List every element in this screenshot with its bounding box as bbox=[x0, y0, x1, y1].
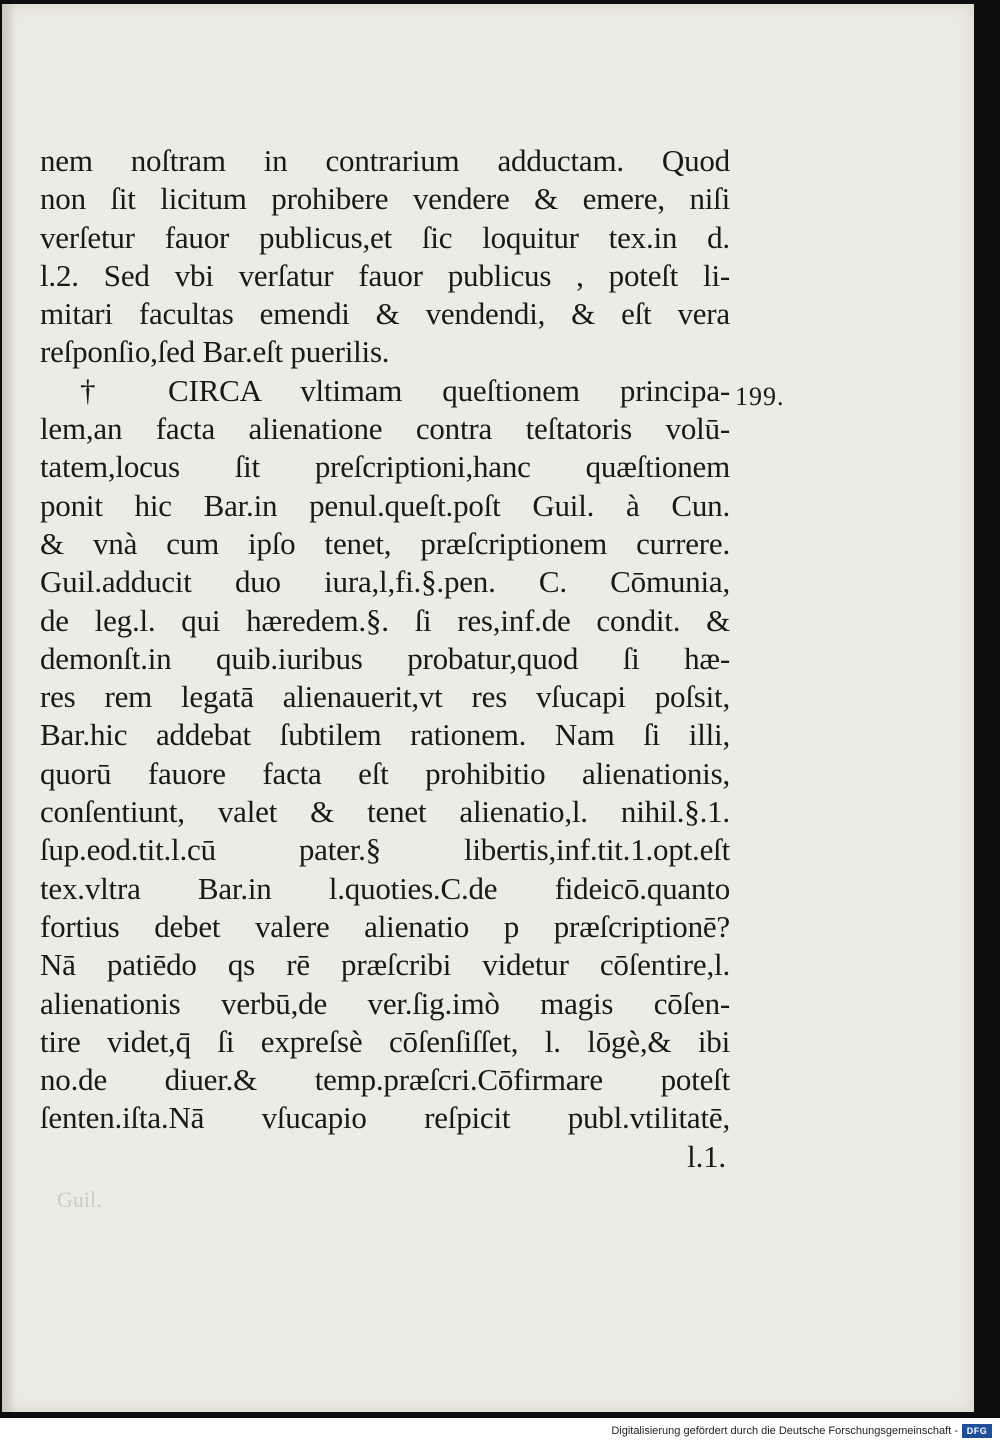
text-line: ſenten.iſta.Nā vſucapio reſpicit publ.vtilitatē, bbox=[40, 1100, 730, 1136]
text-line: nem noſtram in contrarium adductam. Quod bbox=[40, 143, 730, 178]
text-line: Bar.hic addebat ſubtilem rationem. Nam ſi illi, bbox=[40, 717, 730, 753]
text-line: tire videt,q̄ ſi expreſsè cōſenſiſſet, l. lōgè,& ibi bbox=[40, 1023, 730, 1059]
text-line: res rem legatā alienauerit,vt res vſucapi poſsit, bbox=[40, 679, 730, 715]
text-line: mitari facultas emendi & vendendi, & eſt vera bbox=[40, 296, 730, 332]
text-line: l.2. Sed vbi verſatur fauor publicus , poteſt li- bbox=[40, 257, 730, 293]
text-line: lem,an facta alienatione contra teſtatoris volū- bbox=[40, 411, 730, 447]
page-gutter-shadow bbox=[2, 4, 16, 1412]
show-through-text: Guil. bbox=[57, 1187, 102, 1212]
text-line: tex.vltra Bar.in l.quoties.C.de fideicō.quanto bbox=[40, 870, 730, 906]
text-line: & vnà cum ipſo tenet, præſcriptionem currere. bbox=[40, 525, 730, 561]
text-line: quorū fauore facta eſt prohibitio alienationis, bbox=[40, 755, 730, 791]
text-line: ponit hic Bar.in penul.queſt.poſt Guil. à Cun. bbox=[40, 487, 730, 523]
text-line: reſponſio,ſed Bar.eſt puerilis. bbox=[40, 334, 390, 370]
text-line-paragraph-start: † CIRCA vltimam queſtionem principa- bbox=[80, 372, 730, 408]
text-line: alienationis verbū,de ver.ſig.imò magis cōſen- bbox=[40, 985, 730, 1021]
digitization-footer bbox=[0, 1418, 1000, 1444]
funding-credit: Digitalisierung gefördert durch die Deutsche Forschungsgemeinschaft - bbox=[611, 1425, 958, 1437]
text-line: no.de diuer.& temp.præſcri.Cōfirmare poteſt bbox=[40, 1062, 730, 1098]
book-page bbox=[2, 4, 974, 1412]
text-line: Guil.adducit duo iura,l,fi.§.pen. C. Cōmunia, bbox=[40, 564, 730, 600]
text-line: tatem,locus ſit preſcriptioni,hanc quæſtionem bbox=[40, 449, 730, 485]
text-line: demonſt.in quib.iuribus probatur,quod ſi hæ- bbox=[40, 640, 730, 676]
text-line: de leg.l. qui hæredem.§. ſi res,inf.de condit. & bbox=[40, 602, 730, 638]
text-line: non ſit licitum prohibere vendere & emere, niſi bbox=[40, 181, 730, 217]
margin-number: 199. bbox=[735, 382, 785, 411]
text-line: ſup.eod.tit.l.cū pater.§ libertis,inf.tit.1.opt.eſt bbox=[40, 832, 730, 868]
text-line: conſentiunt, valet & tenet alienatio,l. nihil.§.1. bbox=[40, 794, 730, 830]
dfg-logo-icon: DFG bbox=[962, 1424, 992, 1438]
catchword: l.1. bbox=[687, 1138, 726, 1174]
body-text bbox=[40, 142, 730, 1176]
text-line: Nā patiēdo qs rē præſcribi videtur cōſentire,l. bbox=[40, 947, 730, 983]
text-line: verſetur fauor publicus,et ſic loquitur tex.in d. bbox=[40, 219, 730, 255]
text-line: fortius debet valere alienatio p præſcriptionē? bbox=[40, 908, 730, 944]
